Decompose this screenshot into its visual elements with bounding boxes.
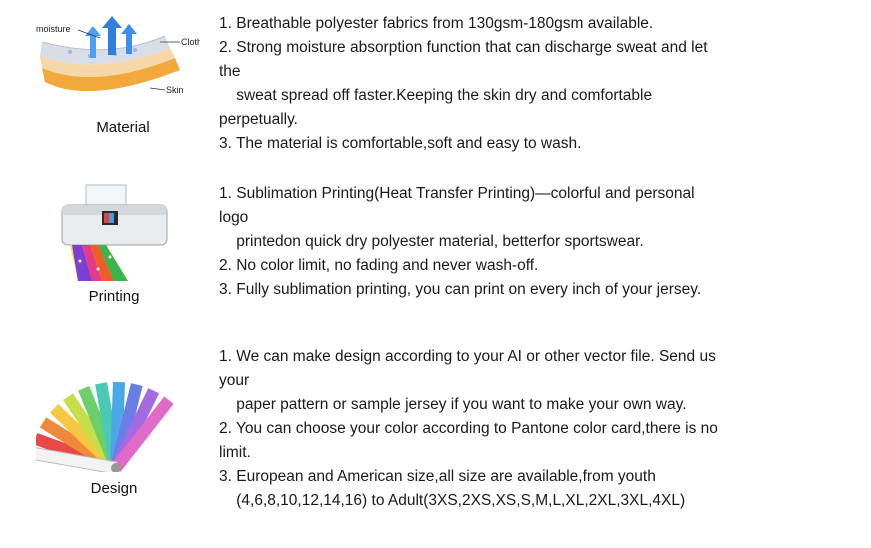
material-line: sweat spread off faster.Keeping the skin dry and comfortable xyxy=(219,87,653,104)
design-caption: Design xyxy=(90,480,138,497)
printing-diagram xyxy=(58,183,173,283)
design-line: 3. European and American size,all size are available,from youth xyxy=(219,468,656,485)
printer-icon xyxy=(58,183,173,283)
material-caption: Material xyxy=(96,119,150,136)
moisture-label: moisture xyxy=(36,24,71,34)
material-line: 2. Strong moisture absorption function that can discharge sweat and let xyxy=(219,39,708,56)
design-diagram xyxy=(36,372,196,472)
printing-caption: Printing xyxy=(88,288,140,305)
printing-line: logo xyxy=(219,209,249,226)
design-line: 1. We can make design according to your AI or other vector file. Send us xyxy=(219,348,716,365)
printing-line: 1. Sublimation Printing(Heat Transfer Printing)—colorful and personal xyxy=(219,185,695,202)
design-description xyxy=(219,345,779,513)
printing-description xyxy=(219,182,779,302)
material-diagram xyxy=(30,10,200,110)
printing-line: printedon quick dry polyester material, betterfor sportswear. xyxy=(219,233,644,250)
design-line: (4,6,8,10,12,14,16) to Adult(3XS,2XS,XS,S,M,L,XL,2XL,3XL,4XL) xyxy=(219,492,686,509)
cloth-label: Cloth xyxy=(181,37,200,47)
material-line: 3. The material is comfortable,soft and easy to wash. xyxy=(219,135,582,152)
design-line: limit. xyxy=(219,444,251,461)
material-description xyxy=(219,12,779,156)
design-line: paper pattern or sample jersey if you want to make your own way. xyxy=(219,396,687,413)
skin-label: Skin xyxy=(166,85,184,95)
material-line: 1. Breathable polyester fabrics from 130gsm-180gsm available. xyxy=(219,15,654,32)
material-line: the xyxy=(219,63,241,80)
fabric-layers-icon xyxy=(30,10,200,110)
printing-line: 2. No color limit, no fading and never wash-off. xyxy=(219,257,539,274)
design-line: your xyxy=(219,372,250,389)
color-swatch-fan-icon xyxy=(36,372,196,472)
design-line: 2. You can choose your color according to Pantone color card,there is no xyxy=(219,420,718,437)
printing-line: 3. Fully sublimation printing, you can print on every inch of your jersey. xyxy=(219,281,702,298)
material-line: perpetually. xyxy=(219,111,298,128)
